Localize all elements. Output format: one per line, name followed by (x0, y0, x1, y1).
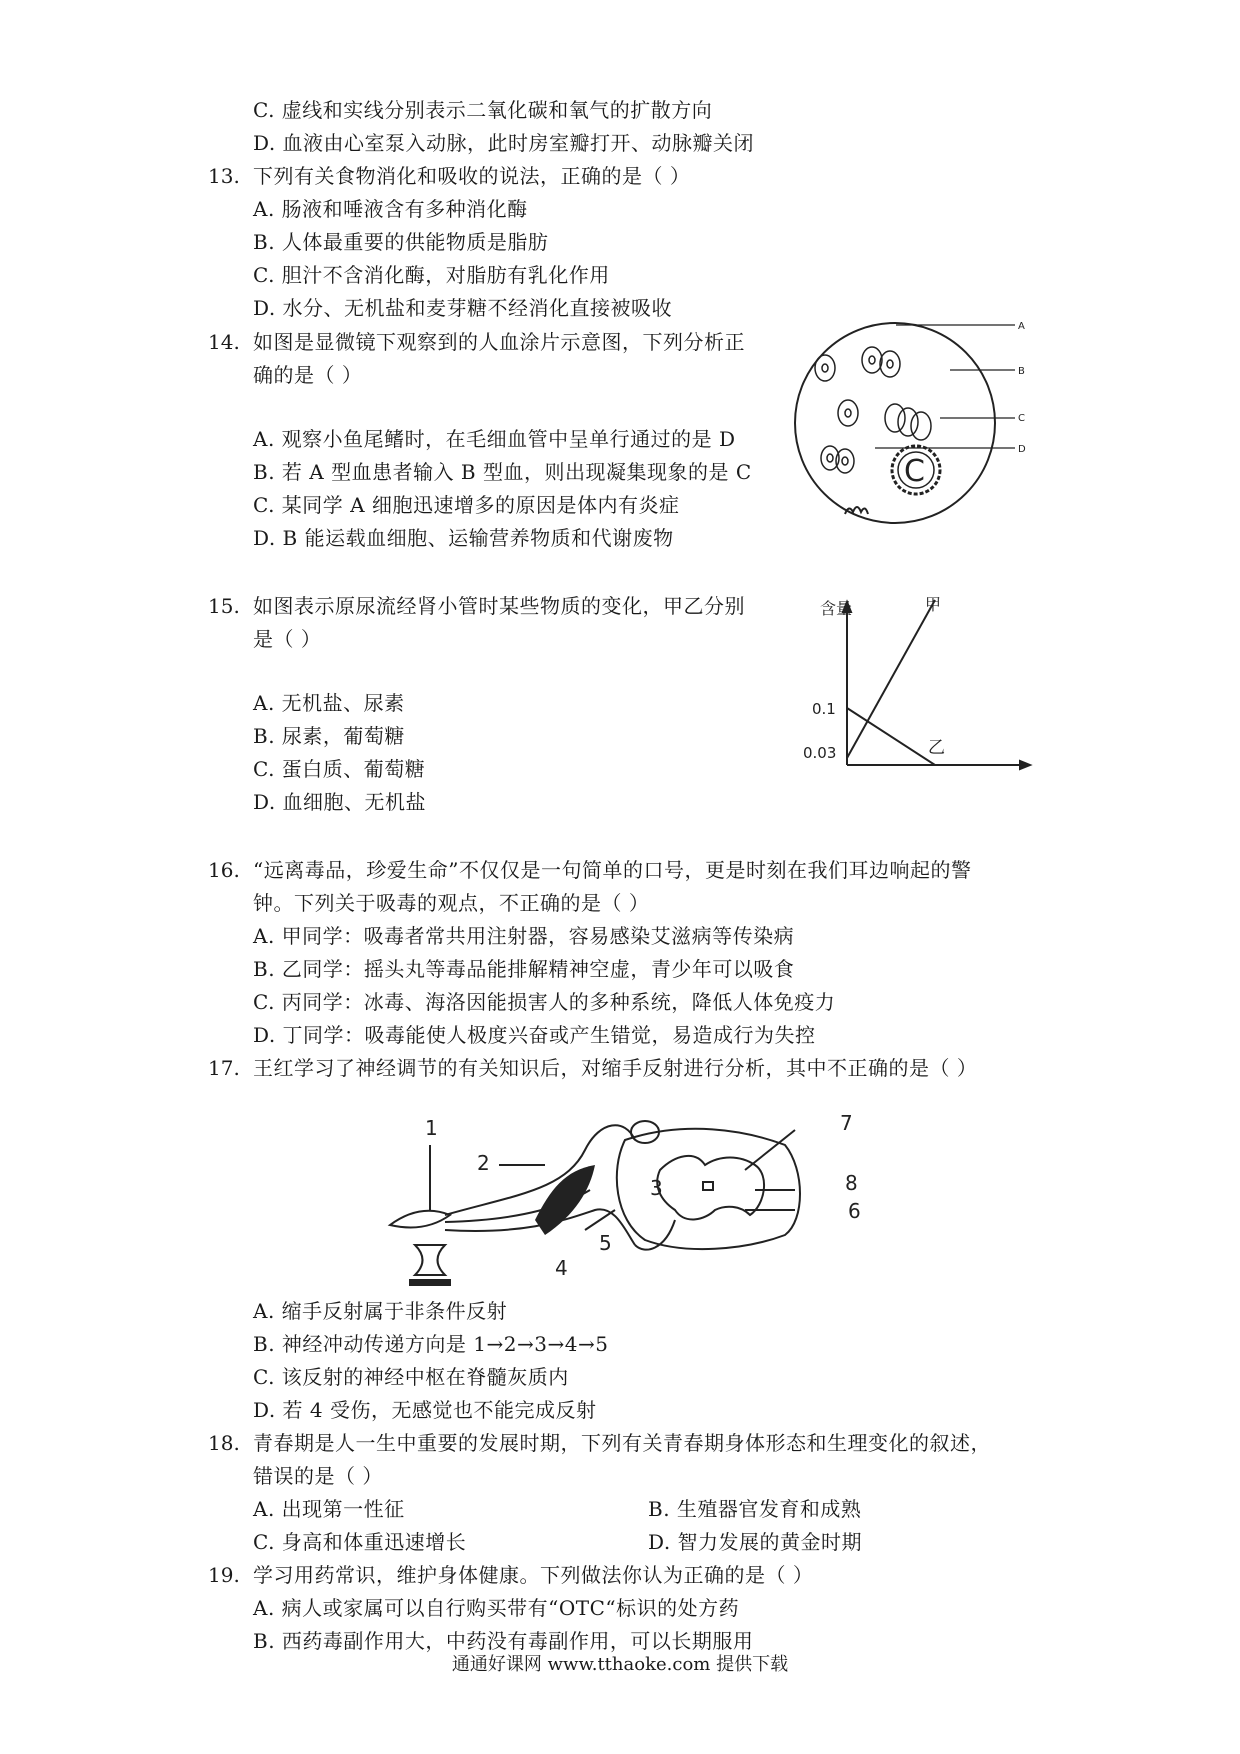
q17-option-d: D. 若 4 受伤，无感觉也不能完成反射 (253, 1398, 597, 1422)
q14-option-c: C. 某同学 A 细胞迅速增多的原因是体内有炎症 (253, 493, 680, 517)
q14-option-a: A. 观察小鱼尾鳍时，在毛细血管中呈单行通过的是 D (253, 427, 736, 451)
q16-option-c: C. 丙同学：冰毒、海洛因能损害人的多种系统，降低人体免疫力 (253, 990, 836, 1014)
q17-option-a: A. 缩手反射属于非条件反射 (253, 1299, 508, 1323)
q13-number: 13. (208, 164, 240, 188)
q16-stem-line2: 钟。下列关于吸毒的观点，不正确的是（ ） (253, 891, 650, 915)
q15-option-a: A. 无机盐、尿素 (253, 691, 405, 715)
q18-option-d: D. 智力发展的黄金时期 (648, 1530, 863, 1554)
q14-number: 14. (208, 330, 240, 354)
q15-option-d: D. 血细胞、无机盐 (253, 790, 427, 814)
reflex-label-6: 6 (848, 1199, 861, 1223)
q16-stem-line1: “远离毒品，珍爱生命”不仅仅是一句简单的口号，更是时刻在我们耳边响起的警 (253, 858, 972, 882)
graph-ylabel: 含量 (820, 599, 853, 618)
series-jia-label: 甲 (925, 595, 942, 614)
q14-option-b: B. 若 A 型血患者输入 B 型血，则出现凝集现象的是 C (253, 460, 752, 484)
q16-option-b: B. 乙同学：摇头丸等毒品能排解精神空虚，青少年可以吸食 (253, 957, 795, 981)
blood-label-a: A (1018, 321, 1025, 332)
q19-option-a: A. 病人或家属可以自行购买带有“OTC“标识的处方药 (253, 1596, 740, 1620)
blood-smear-figure (790, 318, 1050, 533)
page-footer: 通通好课网 www.tthaoke.com 提供下载 (451, 1654, 789, 1675)
q14-stem-line2: 确的是（ ） (253, 363, 363, 387)
graph-tick-0.1: 0.1 (812, 700, 836, 718)
reflex-label-1: 1 (425, 1116, 438, 1140)
reflex-label-4: 4 (555, 1256, 568, 1280)
blood-label-d: D (1018, 444, 1026, 455)
wbc-letter: C (904, 454, 925, 489)
reflex-label-7: 7 (840, 1111, 853, 1135)
reflex-arc-figure (385, 1110, 865, 1310)
q16-option-d: D. 丁同学：吸毒能使人极度兴奋或产生错觉，易造成行为失控 (253, 1023, 816, 1047)
q15-option-c: C. 蛋白质、葡萄糖 (253, 757, 426, 781)
q15-option-b: B. 尿素，葡萄糖 (253, 724, 405, 748)
q17-number: 17. (208, 1056, 240, 1080)
q13-option-c: C. 胆汁不含消化酶，对脂肪有乳化作用 (253, 263, 610, 287)
substance-change-graph (800, 590, 1040, 780)
q18-stem-line2: 错误的是（ ） (253, 1464, 383, 1488)
q16-option-a: A. 甲同学：吸毒者常共用注射器，容易感染艾滋病等传染病 (253, 924, 795, 948)
series-yi-label: 乙 (928, 738, 945, 758)
reflex-label-3: 3 (650, 1176, 663, 1200)
q14-stem-line1: 如图是显微镜下观察到的人血涂片示意图，下列分析正 (253, 330, 745, 354)
q16-number: 16. (208, 858, 240, 882)
q18-stem-line1: 青春期是人一生中重要的发展时期，下列有关青春期身体形态和生理变化的叙述， (253, 1431, 991, 1455)
q18-option-a: A. 出现第一性征 (253, 1497, 405, 1521)
q12-option-d: D. 血液由心室泵入动脉，此时房室瓣打开、动脉瓣关闭 (253, 131, 755, 155)
q13-option-b: B. 人体最重要的供能物质是脂肪 (253, 230, 549, 254)
q14-option-d: D. B 能运载血细胞、运输营养物质和代谢废物 (253, 526, 674, 550)
q17-option-c: C. 该反射的神经中枢在脊髓灰质内 (253, 1365, 569, 1389)
q18-option-b: B. 生殖器官发育和成熟 (648, 1497, 862, 1521)
graph-tick-0.03: 0.03 (803, 744, 837, 762)
reflex-label-5: 5 (599, 1231, 612, 1255)
q19-stem: 学习用药常识，维护身体健康。下列做法你认为正确的是（ ） (253, 1563, 814, 1587)
q15-stem-line1: 如图表示原尿流经肾小管时某些物质的变化，甲乙分别 (253, 594, 745, 618)
q15-number: 15. (208, 594, 240, 618)
q17-option-b: B. 神经冲动传递方向是 1→2→3→4→5 (253, 1332, 609, 1356)
q19-number: 19. (208, 1563, 240, 1587)
q18-number: 18. (208, 1431, 240, 1455)
blood-label-b: B (1018, 366, 1025, 377)
reflex-label-2: 2 (477, 1151, 490, 1175)
q17-stem: 王红学习了神经调节的有关知识后，对缩手反射进行分析，其中不正确的是（ ） (253, 1056, 978, 1080)
reflex-label-8: 8 (845, 1171, 858, 1195)
q15-stem-line2: 是（ ） (253, 627, 322, 651)
q18-option-c: C. 身高和体重迅速增长 (253, 1530, 467, 1554)
q13-option-d: D. 水分、无机盐和麦芽糖不经消化直接被吸收 (253, 296, 673, 320)
blood-label-c: C (1018, 413, 1025, 424)
q13-option-a: A. 肠液和唾液含有多种消化酶 (253, 197, 528, 221)
q13-stem: 下列有关食物消化和吸收的说法，正确的是（ ） (253, 164, 691, 188)
q12-option-c: C. 虚线和实线分别表示二氧化碳和氧气的扩散方向 (253, 98, 713, 122)
q19-option-b: B. 西药毒副作用大，中药没有毒副作用，可以长期服用 (253, 1629, 754, 1653)
